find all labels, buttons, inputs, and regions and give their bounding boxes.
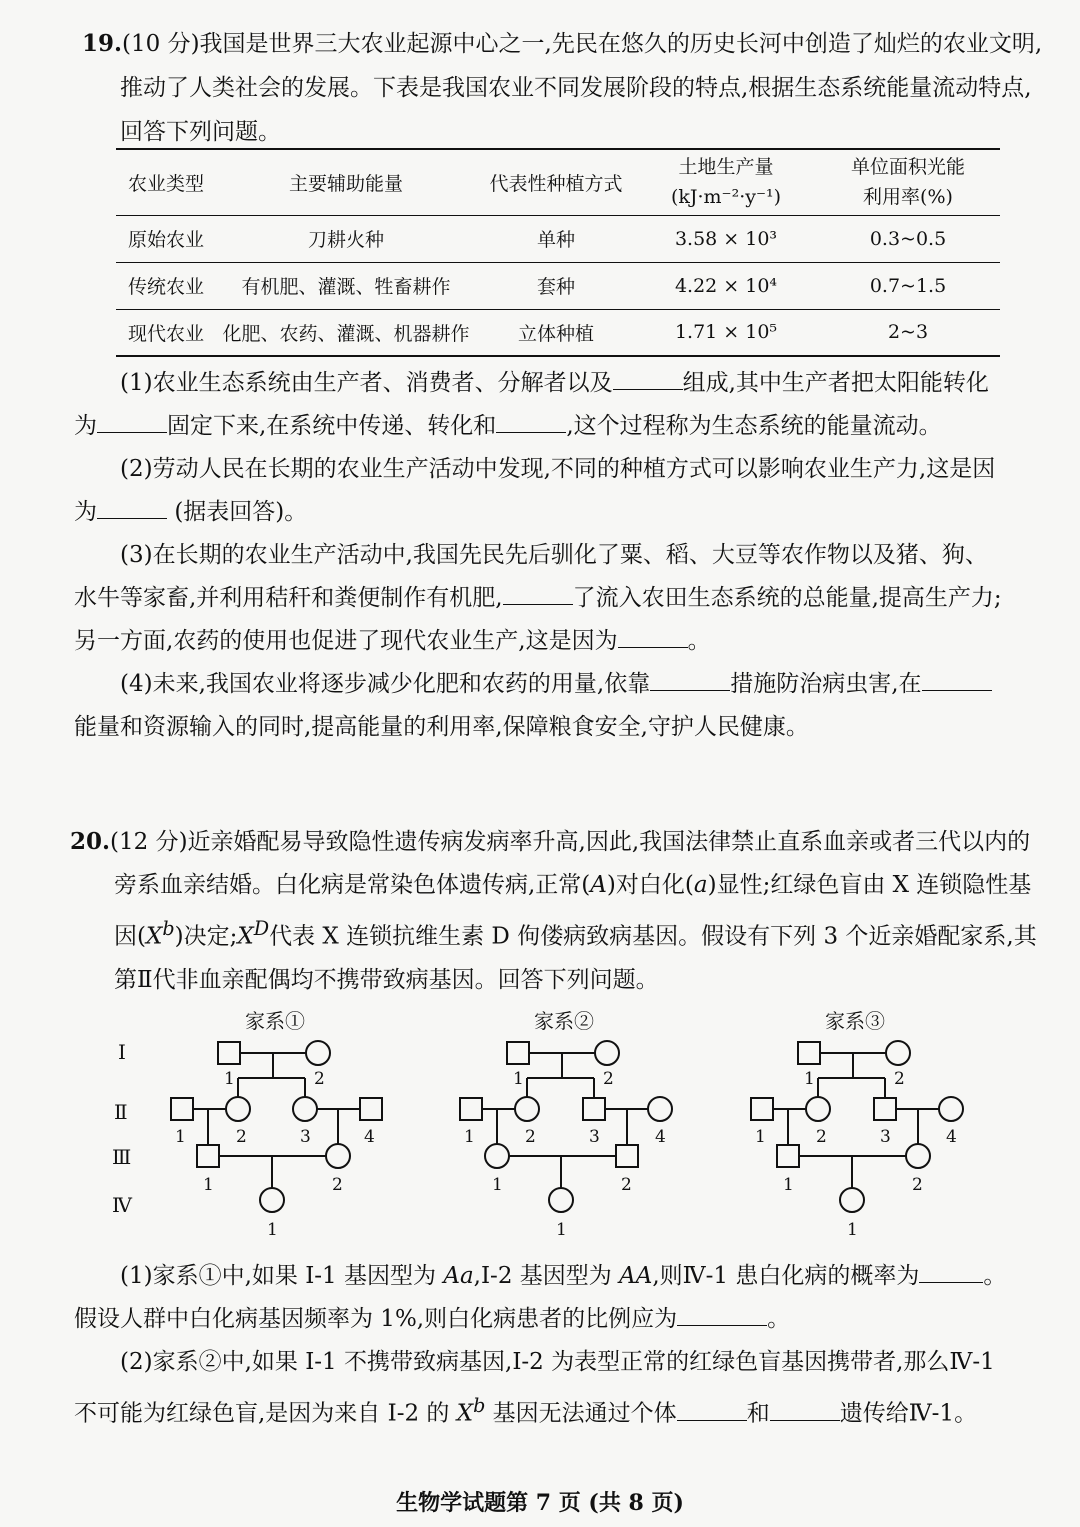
- text-span: 遗传给Ⅳ-1。: [839, 1400, 978, 1427]
- svg-text:3: 3: [880, 1127, 891, 1147]
- svg-text:1: 1: [267, 1220, 278, 1240]
- text-span: ,则Ⅳ-1 患白化病的概率为: [652, 1263, 920, 1289]
- text-span: 和: [746, 1400, 770, 1427]
- q19-part2: [74, 448, 1004, 534]
- text-span: D: [253, 917, 270, 940]
- q19-header: [82, 22, 1050, 154]
- individual-square: [360, 1098, 382, 1120]
- svg-text:1: 1: [492, 1175, 503, 1195]
- gen-label-4: Ⅳ: [112, 1193, 132, 1217]
- svg-text:1: 1: [804, 1069, 815, 1089]
- text-span: X: [145, 923, 163, 950]
- individual-circle: [226, 1097, 250, 1121]
- text-span: ,Ⅰ-2 基因型为: [473, 1263, 620, 1289]
- svg-text:2: 2: [603, 1069, 614, 1089]
- individual-circle: [260, 1188, 284, 1212]
- table-cell: 单种: [536, 229, 575, 251]
- answer-blank[interactable]: [613, 367, 683, 390]
- svg-text:2: 2: [332, 1175, 343, 1195]
- individual-circle: [595, 1041, 619, 1065]
- svg-text:4: 4: [946, 1127, 957, 1147]
- q19-part3: [74, 534, 1004, 663]
- table-cell: 立体种植: [517, 322, 594, 345]
- answer-blank[interactable]: [503, 582, 573, 605]
- family-3-pedigree: [751, 1009, 963, 1240]
- svg-text:2: 2: [816, 1127, 827, 1147]
- individual-square: [507, 1042, 529, 1064]
- table-cell: 4.22 × 10⁴: [674, 274, 778, 297]
- text-span: X: [456, 1400, 474, 1427]
- svg-text:3: 3: [589, 1127, 600, 1147]
- svg-text:4: 4: [364, 1127, 375, 1147]
- table-cell: 套种: [536, 276, 575, 298]
- text-span: 代表 X 连锁抗维生素 D 佝偻病致病基因。假设有下列 3 个近亲婚配家系,其第Ⅱ代非血亲配偶均不携带致病基因。回答下列问题。: [114, 923, 1037, 993]
- table-cell: 0.3~0.5: [869, 227, 947, 250]
- family-3-title: 家系③: [825, 1009, 885, 1033]
- svg-text:3: 3: [300, 1127, 311, 1147]
- svg-text:2: 2: [314, 1069, 325, 1089]
- text-span: 能量和资源输入的同时,提高能量的利用率,保障粮食安全,守护人民健康。: [74, 714, 809, 740]
- table-cell: 刀耕火种: [307, 229, 384, 251]
- individual-circle: [939, 1097, 963, 1121]
- q19-part4: [74, 663, 1004, 749]
- svg-text:1: 1: [556, 1220, 567, 1240]
- family-2-title: 家系②: [534, 1009, 594, 1033]
- col-light-utilization-unit: 利用率(%): [863, 186, 953, 209]
- table-cell: 2~3: [887, 321, 929, 344]
- svg-text:1: 1: [464, 1127, 475, 1147]
- table-row: [116, 309, 1000, 356]
- individual-square: [460, 1098, 482, 1120]
- text-span: (1)农业生态系统由生产者、消费者、分解者以及: [120, 370, 613, 396]
- q19-subquestions: [74, 362, 1004, 749]
- individual-circle: [648, 1097, 672, 1121]
- text-span: 固定下来,在系统中传递、转化和: [167, 413, 497, 439]
- svg-text:2: 2: [236, 1127, 247, 1147]
- table-cell: 现代农业: [127, 322, 204, 345]
- text-span: a: [693, 872, 708, 898]
- text-span: 。: [687, 628, 711, 654]
- svg-text:1: 1: [175, 1127, 186, 1147]
- individual-square: [777, 1145, 799, 1167]
- table-cell: 3.58 × 10³: [674, 227, 778, 250]
- text-span: 了流入农田生态系统的总能量,提高生产力;另一方面,农药的使用也促进了现代农业生产,这是因为: [74, 585, 1002, 654]
- table-cell: 原始农业: [127, 229, 204, 251]
- table-cell: 1.71 × 10⁵: [674, 321, 778, 344]
- q20-header: [70, 820, 1049, 1002]
- svg-text:1: 1: [783, 1175, 794, 1195]
- gen-label-3: Ⅲ: [112, 1145, 132, 1169]
- answer-blank[interactable]: [650, 668, 730, 691]
- svg-text:2: 2: [894, 1069, 905, 1089]
- answer-blank[interactable]: [677, 1303, 767, 1326]
- answer-blank[interactable]: [496, 410, 566, 433]
- family-2-pedigree: [460, 1009, 672, 1240]
- q19-intro: (10 分)我国是世界三大农业起源中心之一,先民在悠久的历史长河中创造了灿烂的农业文明,推动了人类社会的发展。下表是我国农业不同发展阶段的特点,根据生态系统能量流动特点,回答下列问题。: [120, 31, 1043, 145]
- individual-square: [874, 1098, 896, 1120]
- individual-circle: [806, 1097, 830, 1121]
- text-span: Aa: [443, 1263, 474, 1289]
- table-row: [116, 262, 1000, 309]
- answer-blank[interactable]: [919, 1260, 983, 1283]
- answer-blank[interactable]: [97, 410, 167, 433]
- individual-square: [171, 1098, 193, 1120]
- individual-square: [798, 1042, 820, 1064]
- individual-square: [583, 1098, 605, 1120]
- table-header-row: [116, 149, 1000, 215]
- col-agri-type: 农业类型: [127, 172, 204, 195]
- text-span: )对白化(: [606, 872, 694, 898]
- individual-circle: [906, 1144, 930, 1168]
- text-span: (1)家系①中,如果 Ⅰ-1 基因型为: [120, 1263, 444, 1289]
- svg-text:4: 4: [655, 1127, 666, 1147]
- col-land-production-title: 土地生产量: [678, 156, 774, 179]
- svg-text:2: 2: [912, 1175, 923, 1195]
- answer-blank[interactable]: [770, 1398, 840, 1421]
- text-span: (2)劳动人民在长期的农业生产活动中发现,不同的种植方式可以影响农业生产力,这是因为: [74, 456, 996, 525]
- text-span: 措施防治病虫害,在: [730, 671, 922, 697]
- individual-circle: [485, 1144, 509, 1168]
- svg-text:1: 1: [847, 1220, 858, 1240]
- col-light-utilization: [816, 149, 1000, 215]
- q19-part1: [74, 362, 1004, 448]
- text-span: (2)家系②中,如果 Ⅰ-1 不携带致病基因,Ⅰ-2 为表型正常的红绿色盲基因携带者,那么Ⅳ-1 不可能为红绿色盲,是因为来自 Ⅰ-2 的: [74, 1349, 995, 1427]
- text-span: (4)未来,我国农业将逐步减少化肥和农药的用量,依靠: [120, 671, 651, 697]
- text-span: 组成,其中生产者把太阳能转化为: [74, 370, 989, 439]
- family-1-pedigree: [171, 1009, 382, 1240]
- q20-subquestions: [74, 1255, 1009, 1436]
- q20-part1: [74, 1255, 1009, 1341]
- individual-circle: [293, 1097, 317, 1121]
- table-row: [116, 215, 1000, 262]
- individual-circle: [549, 1188, 573, 1212]
- q19-number: 19.: [82, 30, 123, 57]
- gen-label-2: Ⅱ: [114, 1100, 128, 1124]
- col-planting: 代表性种植方式: [489, 172, 623, 195]
- col-land-production: [636, 149, 816, 215]
- text-span: b: [162, 917, 175, 940]
- svg-text:1: 1: [755, 1127, 766, 1147]
- text-span: )决定;: [174, 923, 238, 950]
- text-span: (3)在长期的农业生产活动中,我国先民先后驯化了粟、稻、大豆等农作物以及猪、狗、水牛等家畜,并利用秸秆和粪便制作有机肥,: [74, 542, 988, 611]
- individual-circle: [886, 1041, 910, 1065]
- individual-square: [751, 1098, 773, 1120]
- col-light-utilization-title: 单位面积光能: [850, 156, 965, 179]
- page-footer: 生物学试题第 7 页 (共 8 页): [396, 1490, 684, 1516]
- individual-circle: [326, 1144, 350, 1168]
- svg-text:2: 2: [525, 1127, 536, 1147]
- answer-blank[interactable]: [677, 1398, 747, 1421]
- family-1-title: 家系①: [245, 1009, 305, 1033]
- text-span: AA: [619, 1263, 653, 1289]
- individual-circle: [840, 1188, 864, 1212]
- text-span: ,这个过程称为生态系统的能量流动。: [566, 413, 942, 439]
- col-aux-energy: 主要辅助能量: [288, 172, 403, 195]
- text-span: A: [590, 872, 607, 898]
- q20-number: 20.: [70, 828, 111, 855]
- answer-blank[interactable]: [922, 668, 992, 691]
- individual-square: [197, 1145, 219, 1167]
- text-span: )显性;红绿色盲由 X 连锁隐性基因(: [114, 872, 1032, 950]
- text-span: 。: [767, 1306, 791, 1332]
- svg-text:1: 1: [224, 1069, 235, 1089]
- text-span: b: [473, 1394, 486, 1417]
- table-cell: 化肥、农药、灌溉、机器耕作: [222, 322, 470, 345]
- col-land-production-unit: (kJ·m⁻²·y⁻¹): [670, 186, 782, 209]
- text-span: (据表回答)。: [174, 499, 308, 525]
- agriculture-table: [116, 148, 1000, 357]
- individual-circle: [306, 1041, 330, 1065]
- answer-blank[interactable]: [97, 496, 167, 519]
- table-cell: 有机肥、灌溉、牲畜耕作: [241, 276, 451, 298]
- pedigree-diagrams: [100, 1000, 980, 1245]
- answer-blank[interactable]: [618, 625, 688, 648]
- individual-square: [616, 1145, 638, 1167]
- text-span: (12 分)近亲婚配易导致隐性遗传病发病率升高,因此,我国法律禁止直系血亲或者三代以内的旁系血亲结婚。白化病是常染色体遗传病,正常(: [110, 829, 1031, 898]
- gen-label-1: Ⅰ: [118, 1040, 126, 1064]
- text-span: 。假设人群中白化病基因频率为 1%,则白化病患者的比例应为: [74, 1263, 1007, 1332]
- individual-square: [218, 1042, 240, 1064]
- svg-text:2: 2: [621, 1175, 632, 1195]
- svg-text:1: 1: [513, 1069, 524, 1089]
- text-span: X: [237, 923, 254, 950]
- svg-text:1: 1: [203, 1175, 214, 1195]
- table-cell: 传统农业: [127, 276, 204, 298]
- text-span: 基因无法通过个体: [485, 1400, 677, 1427]
- q20-part2: [74, 1341, 1009, 1436]
- individual-circle: [515, 1097, 539, 1121]
- table-cell: 0.7~1.5: [869, 274, 947, 297]
